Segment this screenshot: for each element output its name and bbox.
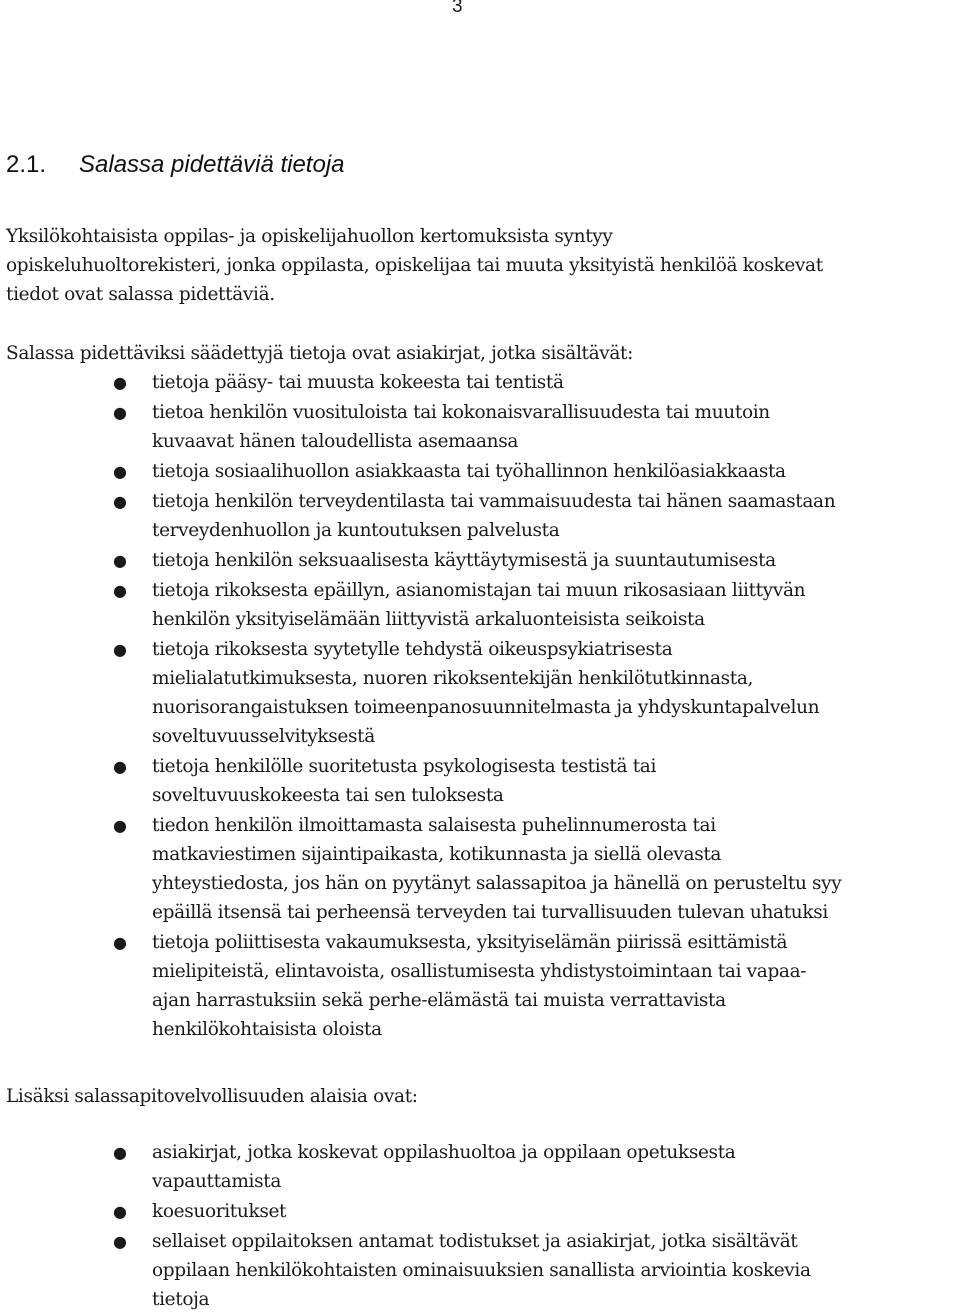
list-item [0, 576, 952, 634]
list2-lead: Lisäksi salassapitovelvollisuuden alaisia ovat: [6, 1086, 418, 1107]
list-item [0, 457, 952, 486]
bullet-icon: ● [113, 403, 127, 422]
list-item-text: tietoja sosiaalihuollon asiakkaasta tai työhallinnon henkilöasiakkaasta [152, 461, 786, 482]
list-item [0, 928, 952, 1044]
list-item-text: tiedon henkilön ilmoittamasta salaisesta puhelinnumerosta tai matkaviestimen sijaintipaikasta, kotikunnasta ja siellä olevasta yhteystiedosta, jos hän on pyytänyt salassapitoa ja hänellä on perusteltu syy epäillä itsensä tai perheensä terveyden tai turvallisuuden tulevan uhatuksi [152, 815, 842, 923]
section-title: Salassa pidettäviä tietoja [79, 151, 345, 178]
list-item [0, 546, 952, 575]
list-item [0, 1138, 952, 1196]
confidential-items-list [0, 368, 952, 1045]
list-item-text: tietoja poliittisesta vakaumuksesta, yksityiselämän piirissä esittämistä mielipiteistä, elintavoista, osallistumisesta yhdistystoimintaan tai vapaa- ajan harrastuksiin sekä perhe-elämästä tai muista verrattavista henkilökohtaisista oloista [152, 932, 807, 1040]
bullet-icon: ● [113, 1232, 127, 1251]
bullet-icon: ● [113, 757, 127, 776]
list-item-text: asiakirjat, jotka koskevat oppilashuoltoa ja oppilaan opetuksesta vapauttamista [152, 1142, 736, 1192]
bullet-icon: ● [113, 816, 127, 835]
bullet-icon: ● [113, 492, 127, 511]
bullet-icon: ● [113, 551, 127, 570]
list1-lead: Salassa pidettäviksi säädettyjä tietoja ovat asiakirjat, jotka sisältävät: [6, 343, 634, 364]
list-item-text: tietoja henkilölle suoritetusta psykologisesta testistä tai soveltuvuuskokeesta tai sen tuloksesta [152, 756, 657, 806]
bullet-icon: ● [113, 581, 127, 600]
bullet-icon: ● [113, 933, 127, 952]
list-item-text: tietoja henkilön seksuaalisesta käyttäytymisestä ja suuntautumisesta [152, 550, 776, 571]
list-item-text: tietoja rikoksesta syytetylle tehdystä oikeuspsykiatrisesta mielialatutkimuksesta, nuoren rikoksentekijän henkilötutkinnasta, nuorisorangaistuksen toimeenpanosuunnitelmasta ja yhdyskuntapalvelun soveltuvuusselvityksestä [152, 639, 820, 747]
bullet-icon: ● [113, 640, 127, 659]
list-item [0, 398, 952, 456]
bullet-icon: ● [113, 1143, 127, 1162]
list-item [0, 811, 952, 927]
list-item [0, 1197, 952, 1226]
list-item [0, 368, 952, 397]
section-number: 2.1. [6, 151, 47, 178]
list-item [0, 487, 952, 545]
bullet-icon: ● [113, 373, 127, 392]
additional-items-list [0, 1138, 952, 1315]
list-item [0, 635, 952, 751]
list-item [0, 1227, 952, 1314]
list-item-text: koesuoritukset [152, 1201, 287, 1222]
bullet-icon: ● [113, 462, 127, 481]
list-item-text: tietoa henkilön vuosituloista tai kokonaisvarallisuudesta tai muutoin kuvaavat hänen taloudellista asemaansa [152, 402, 770, 452]
list-item-text: sellaiset oppilaitoksen antamat todistukset ja asiakirjat, jotka sisältävät oppilaan henkilökohtaisten ominaisuuksien sanallista arviointia koskevia tietoja [152, 1231, 811, 1310]
list-item [0, 752, 952, 810]
page-number: 3 [452, 0, 463, 17]
list-item-text: tietoja pääsy- tai muusta kokeesta tai tentistä [152, 372, 564, 393]
list-item-text: tietoja rikoksesta epäillyn, asianomistajan tai muun rikosasiaan liittyvän henkilön yksityiselämään liittyvistä arkaluonteisista seikoista [152, 580, 806, 630]
section-heading [6, 151, 345, 179]
bullet-icon: ● [113, 1202, 127, 1221]
list-item-text: tietoja henkilön terveydentilasta tai vammaisuudesta tai hänen saamastaan terveydenhuollon ja kuntoutuksen palvelusta [152, 491, 836, 541]
intro-paragraph: Yksilökohtaisista oppilas- ja opiskelijahuollon kertomuksista syntyy opiskeluhuoltorekisteri, jonka oppilasta, opiskelijaa tai muuta yksityistä henkilöä koskevat tiedot ovat salassa pidettäviä. [6, 226, 823, 305]
